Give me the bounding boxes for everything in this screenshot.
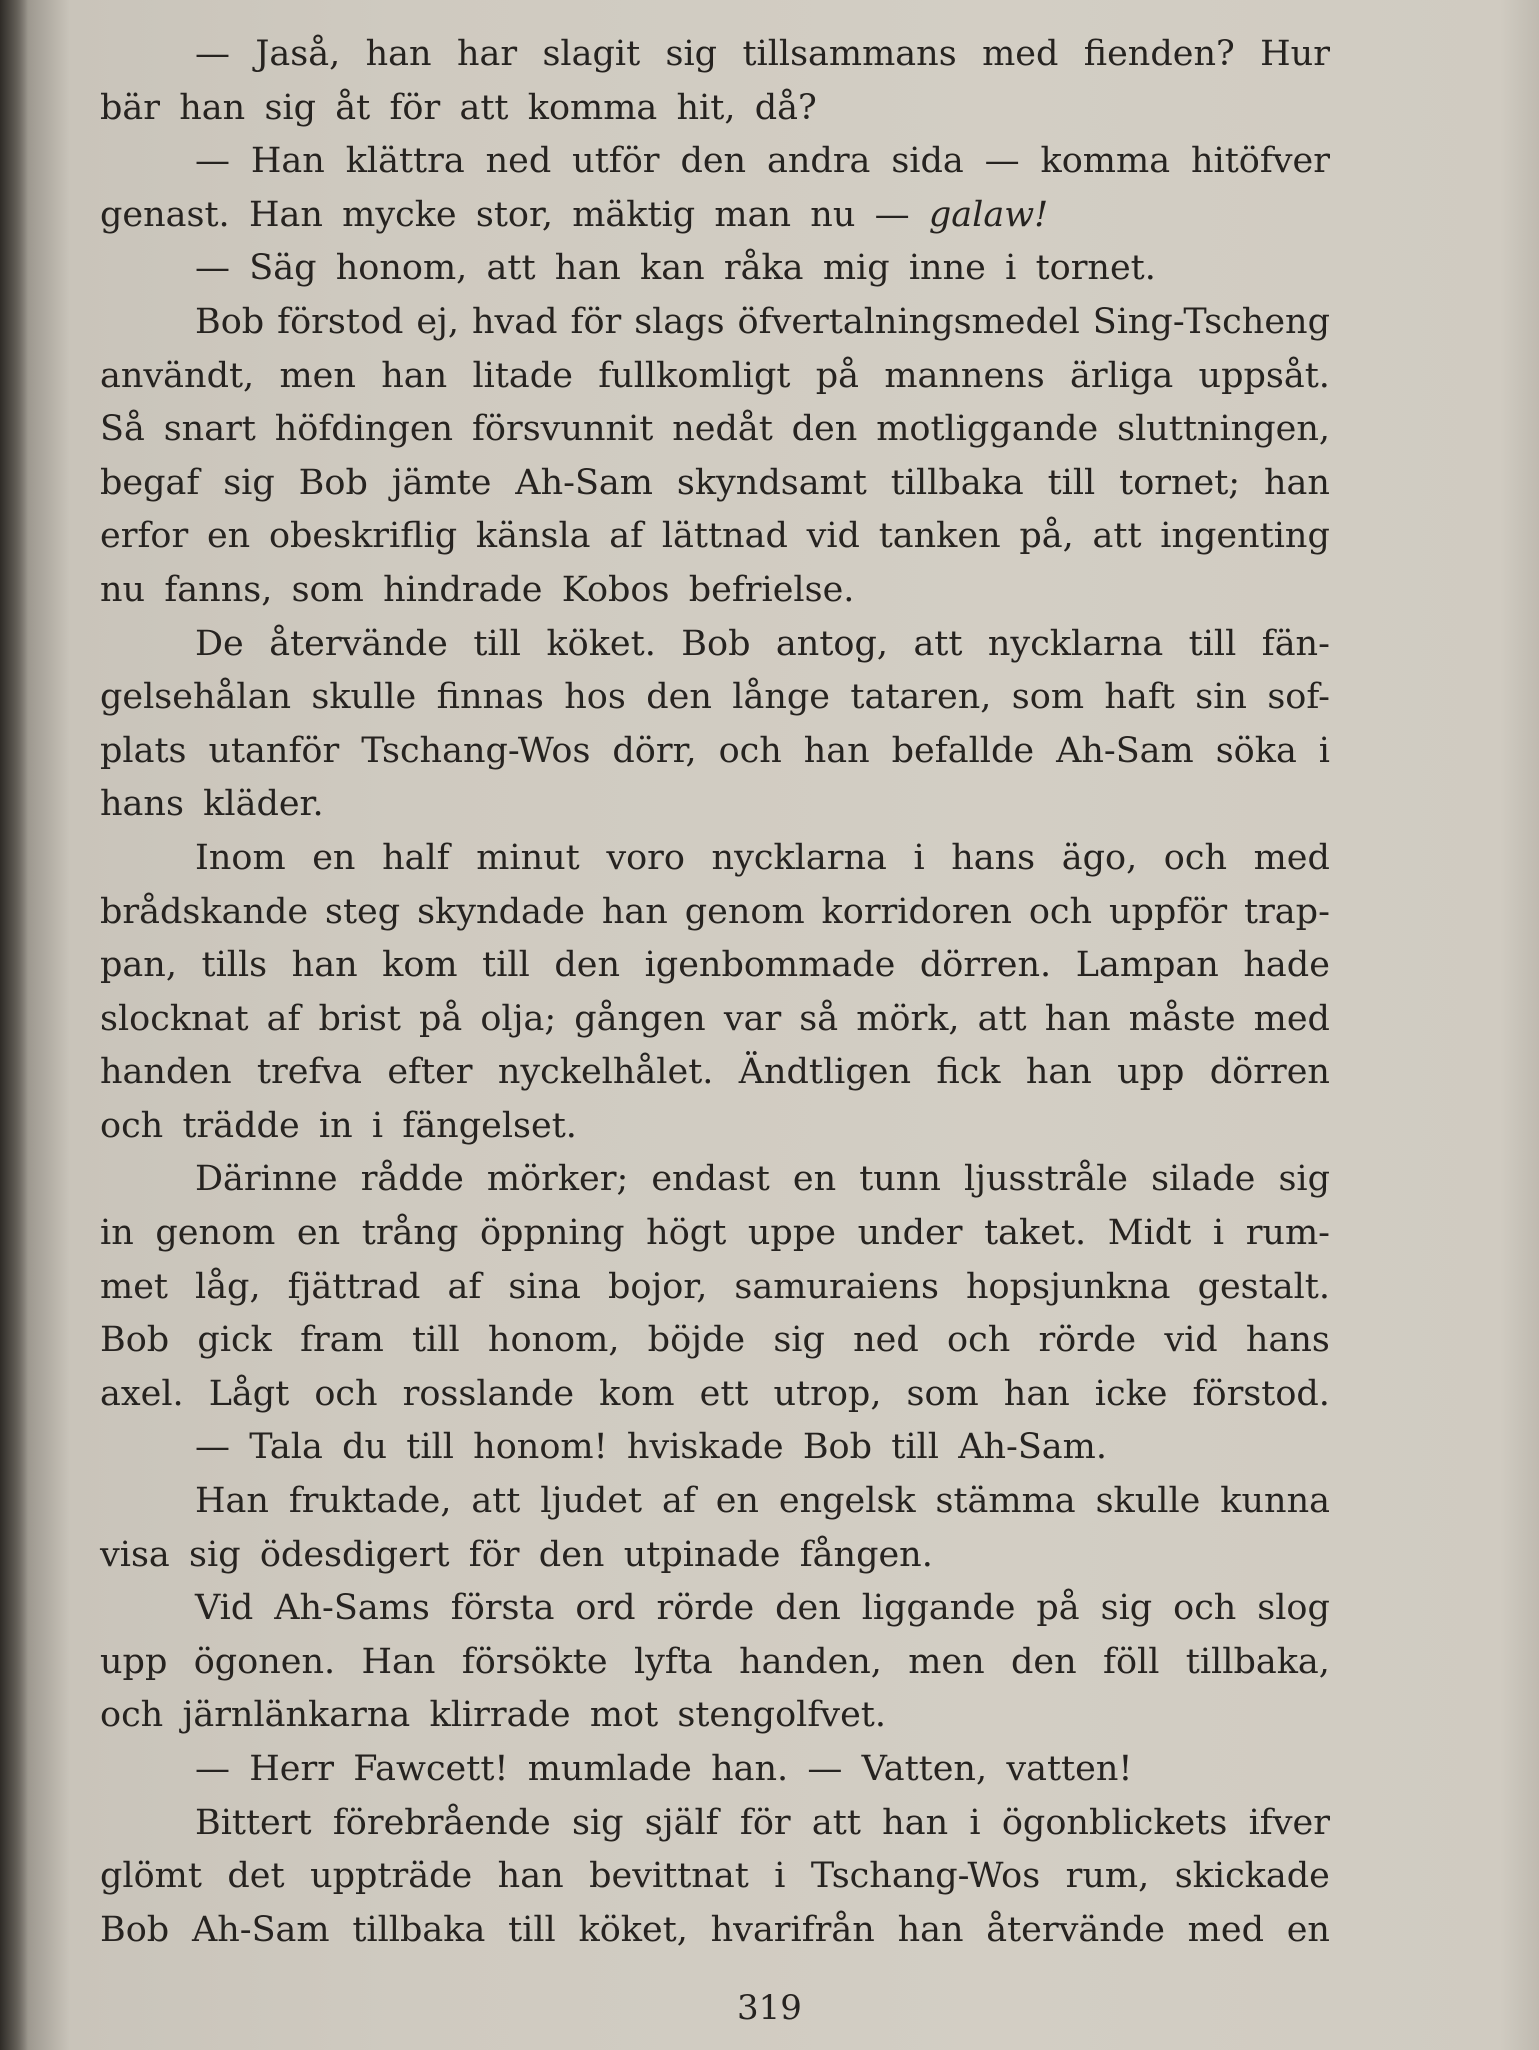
text-line: axel. Lågt och rosslande kom ett utrop, som han icke förstod. xyxy=(100,1373,1330,1414)
binding-shadow xyxy=(0,0,28,2050)
text-line: Bittert förebrående sig själf för att han i ögonblickets ifver xyxy=(195,1802,1330,1843)
text-line: gelsehålan skulle finnas hos den långe tataren, som haft sin sof- xyxy=(100,677,1330,718)
text-line: — Herr Fawcett! mumlade han. — Vatten, vatten! xyxy=(195,1749,1133,1789)
text-line: Vid Ah-Sams första ord rörde den liggande på sig och slog xyxy=(195,1588,1330,1629)
text-line: — Jaså, han har slagit sig tillsammans med fienden? Hur xyxy=(195,34,1330,74)
text-line: Bob gick fram till honom, böjde sig ned och rörde vid hans xyxy=(100,1320,1330,1361)
text-line: genast. Han mycke stor, mäktig man nu — galaw! xyxy=(100,189,1330,243)
text-line: handen trefva efter nyckelhålet. Ändtligen fick han upp dörren xyxy=(100,1052,1330,1093)
text-line: in genom en trång öppning högt uppe under taket. Midt i rum- xyxy=(100,1213,1330,1254)
text-line: upp ögonen. Han försökte lyfta handen, men den föll tillbaka, xyxy=(100,1641,1330,1682)
text-line: glömt det uppträde han bevittnat i Tschang-Wos rum, skickade xyxy=(100,1856,1330,1897)
text-line: slocknat af brist på olja; gången var så mörk, att han måste med xyxy=(100,998,1330,1039)
text-line: brådskande steg skyndade han genom korridoren och uppför trap- xyxy=(100,891,1330,932)
text-line: — Tala du till honom! hviskade Bob till Ah-Sam. xyxy=(195,1427,1107,1468)
text-line: och trädde in i fängelset. xyxy=(100,1105,577,1146)
text-line: Inom en half minut voro nycklarna i hans ägo, och med xyxy=(195,837,1330,878)
italic-word: galaw! xyxy=(928,194,1049,235)
text-line: Bob Ah-Sam tillbaka till köket, hvarifrån han återvände med en xyxy=(100,1909,1330,1950)
text-line: pan, tills han kom till den igenbommade dörren. Lampan hade xyxy=(100,945,1330,986)
text-line: visa sig ödesdigert för den utpinade fången. xyxy=(100,1534,933,1575)
text-line: hans kläder. xyxy=(100,784,324,825)
text-line: och järnlänkarna klirrade mot stengolfvet. xyxy=(100,1695,886,1736)
text-line: — Säg honom, att han kan råka mig inne i tornet. xyxy=(195,248,1156,289)
text-line: Därinne rådde mörker; endast en tunn ljusstråle silade sig xyxy=(195,1159,1330,1200)
text-line: met låg, fjättrad af sina bojor, samuraiens hopsjunkna gestalt. xyxy=(100,1266,1330,1307)
text-line: Bob förstod ej, hvad för slags öfvertalningsmedel Sing-Tscheng xyxy=(195,301,1330,342)
text-line: användt, men han litade fullkomligt på mannens ärliga uppsåt. xyxy=(100,355,1330,396)
page-number: 319 xyxy=(737,1988,802,2028)
text-line: bär han sig åt för att komma hit, då? xyxy=(100,87,817,128)
text-line: nu fanns, som hindrade Kobos befrielse. xyxy=(100,569,855,610)
text-line: De återvände till köket. Bob antog, att nycklarna till fän- xyxy=(195,623,1330,664)
text-line: Han fruktade, att ljudet af en engelsk stämma skulle kunna xyxy=(195,1481,1330,1522)
text-line: Så snart höfdingen försvunnit nedåt den motliggande sluttningen, xyxy=(100,409,1330,450)
text-line: erfor en obeskriflig känsla af lättnad vid tanken på, att ingenting xyxy=(100,516,1330,557)
body-text xyxy=(100,28,1330,1957)
text-line: begaf sig Bob jämte Ah-Sam skyndsamt tillbaka till tornet; han xyxy=(100,462,1330,503)
text-line: — Han klättra ned utför den andra sida — komma hitöfver xyxy=(195,141,1330,182)
text-line: plats utanför Tschang-Wos dörr, och han befallde Ah-Sam söka i xyxy=(100,730,1330,771)
